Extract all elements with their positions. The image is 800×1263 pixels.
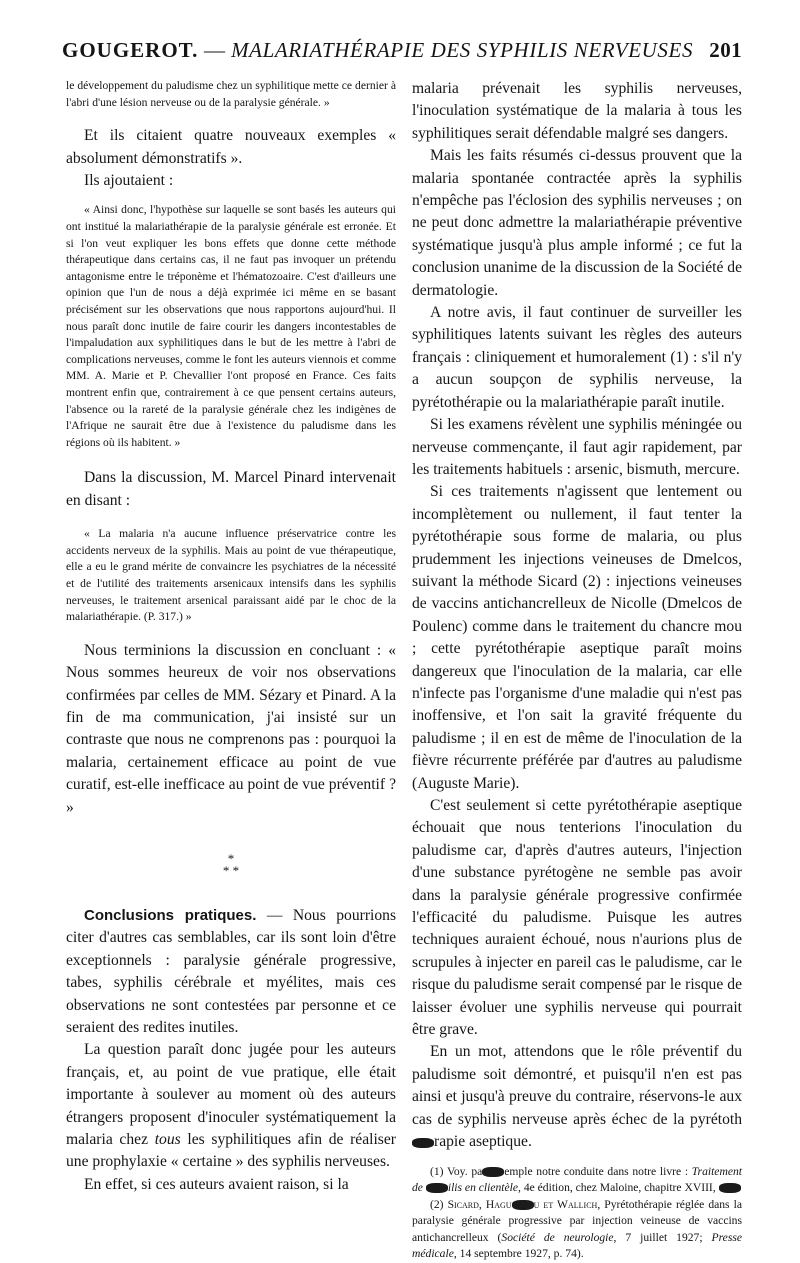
left-paragraph-3: Ils ajoutaient :	[66, 170, 396, 192]
footnote-2-authors-a: Sicard, Hagu	[448, 1198, 512, 1211]
ink-blot	[512, 1200, 534, 1210]
right-paragraph-6: C'est seulement si cette pyrétothérapie aseptique échouait que nous tenterions l'inoculation du paludisme car, d'après d'autres auteurs, l'injection d'une substance pyrétogène ne semble pas avoir dans la paralysie générale progressive confirmée l'efficacité du paludisme. Puisque les autres techniques auraient échoué, nous n'aurions plus de scrupules à injecter en pareil cas le paludisme, car le risque du paludisme serait compensé par le risque de laisser évoluer une syphilis nerveuse qui pourrait être grave.	[412, 795, 742, 1041]
left-paragraph-6-text: — Nous pourrions citer d'autres cas semblables, car ils sont loin d'être exceptionnels : paralysie générale progressive, tabes, syphilis cérébrale et myélites, mais ces observations ne sont contestées par personne et ce seraient des redites inutiles.	[66, 907, 396, 1036]
right-paragraph-5: Si ces traitements n'agissent que lentement ou incomplètement ou nullement, il faut tenter la pyrétothérapie sous forme de malaria, ou plus prudemment les injections veineuses de Dmelcos, suivant la méthode Sicard (2) : injections veineuses de vaccins antichancrelleux de Nicolle (Dmelcos de Poulenc) comme dans le traitement du chancre mou ; cette pyrétothérapie aseptique paraît moins dangereux que l'inoculation de la malaria, car elle n'infecte pas l'organisme d'une maladie qui n'est pas inoffensive, et l'on sait la gravité fréquente du paludisme ; il en est de même de l'inoculation de la fièvre récurrente préférée par d'autres au paludisme (Auguste Marie).	[412, 481, 742, 795]
right-paragraph-7	[412, 1041, 742, 1153]
footnote-1-c: 4e édition, chez Maloine, chapitre XVIII,	[521, 1181, 719, 1194]
left-paragraph-6	[66, 905, 396, 1039]
left-paragraph-5: Nous terminions la discussion en concluant : « Nous sommes heureux de voir nos observations confirmées par celles de MM. Sézary et Pinard. A la fin de ma communication, j'ai insisté sur un contraste que nous ne comprenons pas : pourquoi la malaria, certainement efficace au point de vue curatif, est-elle inefficace au point de vue préventif ? »	[66, 640, 396, 819]
left-paragraph-7-b: les syphilitiques afin de réaliser une prophylaxie « certaine » des syphilis nerveuses.	[66, 1131, 396, 1170]
footnote-2-title: , Pyrétothérapie réglée dans la paralysie générale progressive par injection veineuse de vaccins antichancrelleux (	[412, 1198, 742, 1244]
left-quote-1: « Ainsi donc, l'hypothèse sur laquelle se sont basés les auteurs qui ont institué la malariathérapie de la paralysie générale est erronée. Et si l'on veut expliquer les bons effets que donne cette méthode thérapeutique dans certains cas, il ne faut pas invoquer un prétendu antagonisme entre le tréponème et l'hématozoaire. C'est d'ailleurs une opinion que l'un de nous a déjà exprimée ici même en se basant précisément sur les observations que nous rapportons aujourd'hui. Il nous paraît donc inutile de faire courir les dangers incontestables de l'impaludation aux syphilitiques dans le but de les mettre à l'abri de complications nerveuses, comme le font les auteurs viennois et comme MM. A. Marie et P. Chevallier l'ont proposé en France. Ces faits montrent enfin que, contrairement à ce que pensent certains auteurs, l'absence ou la rareté de la paralysie générale chez les indigènes de l'Afrique ne saurait être due à l'existence du paludisme dans les régions où ils habitent. »	[66, 202, 396, 451]
footnote-2-authors-b: u et Wallich	[534, 1198, 598, 1211]
page-number: 201	[709, 38, 742, 63]
footnote-1-b: emple notre conduite dans notre livre :	[504, 1165, 691, 1178]
right-paragraph-4: Si les examens révèlent une syphilis méningée ou nerveuse commençante, il faut agir rapidement, par les traitements habituels : arsenic, bismuth, mercure.	[412, 414, 742, 481]
footnote-2	[412, 1197, 742, 1263]
footnote-1-book-a: Traitement de	[412, 1165, 742, 1195]
header-title: MALARIATHÉRAPIE DES SYPHILIS NERVEUSES	[231, 38, 693, 62]
section-separator-stars	[66, 853, 396, 877]
stars-bottom: * *	[66, 865, 396, 877]
running-header	[62, 38, 742, 72]
right-paragraph-7-a: En un mot, attendons que le rôle préventif du paludisme soit démontré, et puisqu'il n'en est pas ainsi et jusqu'à preuve du contraire, réservons-le aux cas de syphilis nerveuse après échec de la pyrétoth	[412, 1043, 742, 1127]
footnote-1-a: (1) Voy. pa	[430, 1165, 482, 1178]
footnotes	[412, 1164, 742, 1263]
footnote-2-date-2: , 14 septembre 1927, p. 74).	[454, 1247, 584, 1260]
right-paragraph-2: Mais les faits résumés ci-dessus prouvent que la malaria spontanée contractée après la syphilis n'empêche pas l'éclosion des syphilis nerveuses ; on ne peut donc admettre la malariathérapie préventive systématique jusqu'à plus ample informé ; ce fut la conclusion unanime de la discussion de la Société de dermatologie.	[412, 145, 742, 302]
ink-blot	[719, 1183, 741, 1193]
footnote-2-date-1: , 7 juillet 1927;	[614, 1231, 712, 1244]
right-paragraph-1: malaria prévenait les syphilis nerveuses, l'inoculation systématique de la malaria à tous les syphilitiques serait défendable malgré ses dangers.	[412, 78, 742, 145]
left-paragraph-8: En effet, si ces auteurs avaient raison, si la	[66, 1174, 396, 1196]
right-paragraph-7-b: rapie aseptique.	[434, 1133, 532, 1150]
ink-blot	[412, 1138, 434, 1148]
ink-blot	[482, 1167, 504, 1177]
footnote-2-journal-2: Presse médicale	[412, 1231, 742, 1261]
left-paragraph-2: Et ils citaient quatre nouveaux exemples « absolument démonstratifs ».	[66, 125, 396, 170]
right-column	[412, 78, 742, 1263]
left-paragraph-4: Dans la discussion, M. Marcel Pinard intervenait en disant :	[66, 467, 396, 512]
right-paragraph-3: A notre avis, il faut continuer de surveiller les syphilitiques latents suivant les règles des auteurs français : cliniquement et humoralement (1) : s'il n'y a aucun soupçon de syphilis nerveuse, la pyrétothérapie ou la malariathérapie paraît inutile.	[412, 302, 742, 414]
footnote-1	[412, 1164, 742, 1197]
ink-blot	[426, 1183, 448, 1193]
header-dash: —	[198, 38, 231, 62]
footnote-2-journal-1: Société de neurologie	[501, 1231, 613, 1244]
header-author: GOUGEROT.	[62, 38, 198, 62]
left-paragraph-1: le développement du paludisme chez un syphilitique mette ce dernier à l'abri d'une lésion nerveuse ou de la paralysie générale. »	[66, 78, 396, 111]
left-paragraph-7-a: La question paraît donc jugée pour les auteurs français, et, au point de vue pratique, elle était importante à soulever au moment où des auteurs étrangers proposent d'inoculer systématiquement la malaria chez	[66, 1041, 396, 1148]
section-heading: Conclusions pratiques.	[84, 907, 256, 924]
left-quote-2: « La malaria n'a aucune influence préservatrice contre les accidents nerveux de la syphilis. Mais au point de vue thérapeutique, elle a eu le grand mérite de convaincre les psychiatres de la nécessité et de l'utilité des traitements arsenicaux intensifs dans les syphilis nerveuses, le traitement arsenical paraissant aidé par le choc de la malariathérapie. (P. 317.) »	[66, 526, 396, 626]
left-column	[66, 78, 396, 1196]
left-paragraph-7-emphasis: tous	[155, 1131, 181, 1148]
stars-top: *	[66, 853, 396, 865]
left-paragraph-7	[66, 1039, 396, 1173]
footnote-1-book-b: ilis en clientèle,	[448, 1181, 521, 1194]
footnote-2-num: (2)	[430, 1198, 448, 1211]
